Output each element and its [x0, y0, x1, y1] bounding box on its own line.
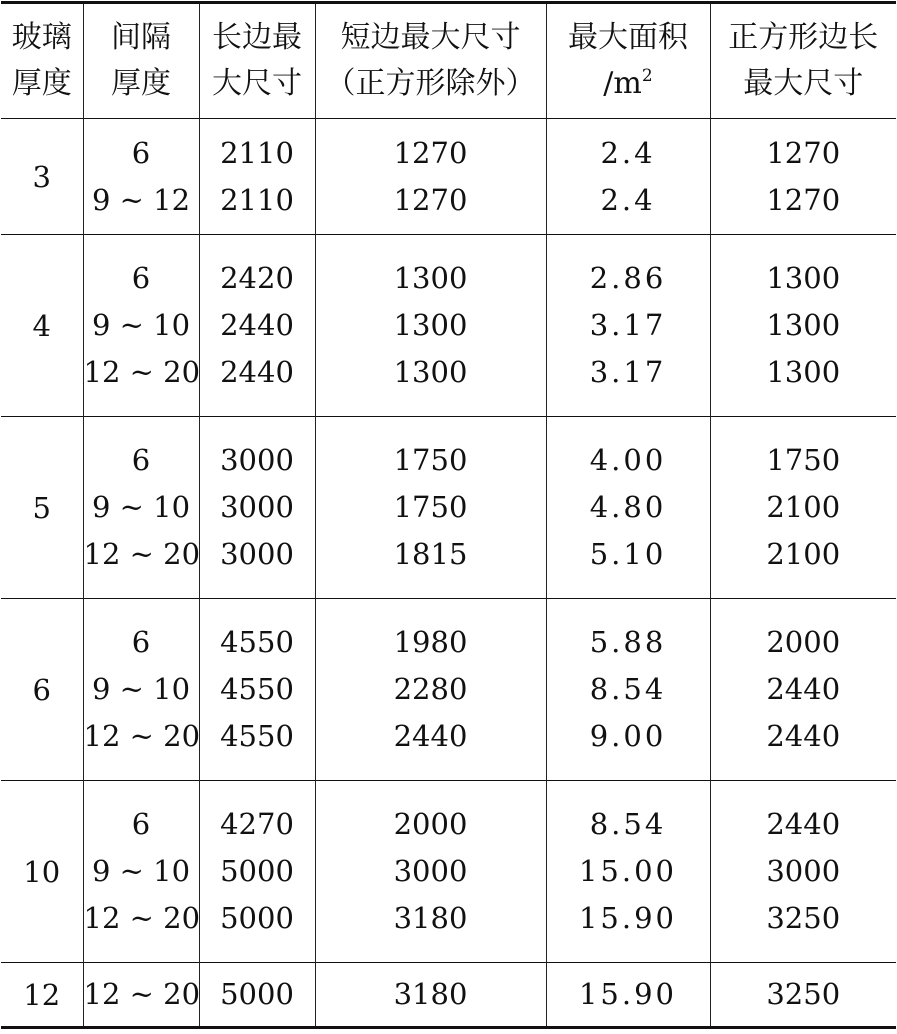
cell-value: 1300 — [766, 261, 841, 295]
cell-value: 3180 — [393, 901, 468, 935]
cell-value: 2280 — [393, 672, 468, 706]
area-cell — [546, 417, 710, 599]
cell-value: 12 ~ 20 — [83, 719, 201, 753]
cell-value: 3250 — [766, 977, 841, 1011]
cell-value: 3.17 — [589, 355, 667, 389]
spacing-cell — [83, 599, 199, 781]
table-body — [1, 119, 896, 1028]
header-text: 厚度 — [11, 66, 72, 101]
cell-value: 6 — [131, 807, 151, 841]
cell-value: 6 — [131, 625, 151, 659]
spacing-cell — [83, 963, 199, 1028]
header-spacing-thickness — [83, 3, 199, 119]
cell-value: 5000 — [220, 977, 294, 1011]
cell-value: 1750 — [393, 490, 468, 524]
glass-thickness-cell: 3 — [1, 119, 83, 235]
area-cell — [546, 599, 710, 781]
header-unit-exponent: 2 — [641, 66, 653, 86]
short-edge-cell — [315, 235, 546, 417]
cell-value: 2.86 — [589, 261, 667, 295]
cell-value: 1300 — [393, 261, 468, 295]
cell-value: 1300 — [766, 355, 841, 389]
cell-value: 9 ~ 12 — [91, 182, 191, 217]
header-text: 最大尺寸 — [743, 66, 864, 101]
cell-value: 3000 — [220, 443, 294, 477]
cell-value: 1750 — [766, 443, 841, 477]
cell-value: 6 — [131, 443, 151, 477]
header-text: 最大面积 — [568, 20, 688, 55]
glass-thickness-cell: 12 — [1, 963, 83, 1028]
cell-value: 1300 — [766, 308, 841, 342]
cell-value: 1270 — [766, 182, 841, 217]
table-row — [1, 963, 896, 1028]
cell-value: 2100 — [766, 537, 841, 571]
cell-value: 3000 — [393, 854, 468, 888]
table-row — [1, 235, 896, 417]
cell-value: 12 ~ 20 — [83, 355, 201, 389]
cell-value: 15.90 — [578, 901, 678, 935]
header-row — [1, 3, 896, 119]
short-edge-cell — [315, 119, 546, 235]
square-edge-cell — [710, 417, 896, 599]
cell-value: 8.54 — [589, 672, 667, 706]
header-max-area — [546, 3, 710, 119]
cell-value: 5.10 — [589, 537, 667, 571]
spacing-cell — [83, 119, 199, 235]
header-text: 长边最 — [212, 20, 302, 55]
header-text: 玻璃 — [11, 20, 72, 55]
long-edge-cell — [199, 235, 315, 417]
square-edge-cell — [710, 781, 896, 963]
square-edge-cell — [710, 119, 896, 235]
cell-value: 12 ~ 20 — [83, 537, 201, 571]
cell-value: 3250 — [766, 901, 841, 935]
header-long-edge-max — [199, 3, 315, 119]
cell-value: 3180 — [393, 977, 468, 1011]
short-edge-cell — [315, 963, 546, 1028]
cell-value: 1980 — [393, 625, 468, 659]
square-edge-cell — [710, 963, 896, 1028]
header-text: 厚度 — [111, 66, 171, 101]
cell-value: 8.54 — [589, 807, 667, 841]
cell-value: 4550 — [220, 625, 294, 659]
cell-value: 1815 — [393, 537, 468, 571]
cell-value: 2420 — [220, 261, 294, 295]
cell-value: 2000 — [766, 625, 841, 659]
cell-value: 6 — [131, 135, 151, 170]
table-row — [1, 781, 896, 963]
cell-value: 9.00 — [589, 719, 667, 753]
cell-value: 9 ~ 10 — [91, 308, 191, 342]
header-square-edge-max — [710, 3, 896, 119]
cell-value: 2440 — [220, 355, 294, 389]
cell-value: 5000 — [220, 901, 294, 935]
header-text: 间隔 — [111, 20, 171, 55]
cell-value: 1270 — [766, 135, 841, 170]
cell-value: 2.4 — [600, 182, 656, 217]
cell-value: 15.00 — [578, 854, 678, 888]
table-row — [1, 119, 896, 235]
short-edge-cell — [315, 417, 546, 599]
cell-value: 4.00 — [589, 443, 667, 477]
cell-value: 1300 — [393, 355, 468, 389]
long-edge-cell — [199, 599, 315, 781]
header-text: 正方形边长 — [728, 20, 879, 55]
cell-value: 2440 — [766, 807, 841, 841]
cell-value: 15.90 — [578, 977, 678, 1011]
glass-thickness-cell: 10 — [1, 781, 83, 963]
cell-value: 2440 — [220, 308, 294, 342]
header-glass-thickness — [1, 3, 83, 119]
spacing-cell — [83, 417, 199, 599]
glass-thickness-cell: 4 — [1, 235, 83, 417]
header-text: 大尺寸 — [212, 66, 302, 101]
cell-value: 1270 — [393, 135, 468, 170]
cell-value: 2110 — [220, 182, 294, 217]
header-text — [547, 61, 710, 107]
long-edge-cell — [199, 963, 315, 1028]
long-edge-cell — [199, 781, 315, 963]
header-unit: /m — [603, 66, 642, 101]
cell-value: 3000 — [766, 854, 841, 888]
glass-size-table — [1, 1, 896, 1029]
short-edge-cell — [315, 781, 546, 963]
cell-value: 2440 — [766, 719, 841, 753]
cell-value: 4550 — [220, 672, 294, 706]
long-edge-cell — [199, 119, 315, 235]
long-edge-cell — [199, 417, 315, 599]
cell-value: 9 ~ 10 — [91, 672, 191, 706]
spacing-cell — [83, 235, 199, 417]
cell-value: 3000 — [220, 490, 294, 524]
cell-value: 4550 — [220, 719, 294, 753]
cell-value: 9 ~ 10 — [91, 854, 191, 888]
header-short-edge-max — [315, 3, 546, 119]
cell-value: 2100 — [766, 490, 841, 524]
area-cell — [546, 235, 710, 417]
cell-value: 5.88 — [589, 625, 667, 659]
cell-value: 2440 — [766, 672, 841, 706]
cell-value: 2440 — [393, 719, 468, 753]
cell-value: 4.80 — [589, 490, 667, 524]
cell-value: 4270 — [220, 807, 294, 841]
cell-value: 2000 — [393, 807, 468, 841]
table-row — [1, 599, 896, 781]
cell-value: 3000 — [220, 537, 294, 571]
cell-value: 12 ~ 20 — [83, 977, 201, 1011]
square-edge-cell — [710, 235, 896, 417]
cell-value: 3.17 — [589, 308, 667, 342]
header-text: （正方形除外） — [325, 66, 536, 101]
glass-thickness-cell: 6 — [1, 599, 83, 781]
area-cell — [546, 119, 710, 235]
header-text: 短边最大尺寸 — [340, 20, 521, 55]
cell-value: 9 ~ 10 — [91, 490, 191, 524]
cell-value: 1300 — [393, 308, 468, 342]
cell-value: 6 — [131, 261, 151, 295]
table-row — [1, 417, 896, 599]
cell-value: 2.4 — [600, 135, 656, 170]
short-edge-cell — [315, 599, 546, 781]
square-edge-cell — [710, 599, 896, 781]
cell-value: 12 ~ 20 — [83, 901, 201, 935]
cell-value: 1750 — [393, 443, 468, 477]
glass-thickness-cell: 5 — [1, 417, 83, 599]
spacing-cell — [83, 781, 199, 963]
cell-value: 1270 — [393, 182, 468, 217]
area-cell — [546, 963, 710, 1028]
cell-value: 5000 — [220, 854, 294, 888]
area-cell — [546, 781, 710, 963]
cell-value: 2110 — [220, 135, 294, 170]
